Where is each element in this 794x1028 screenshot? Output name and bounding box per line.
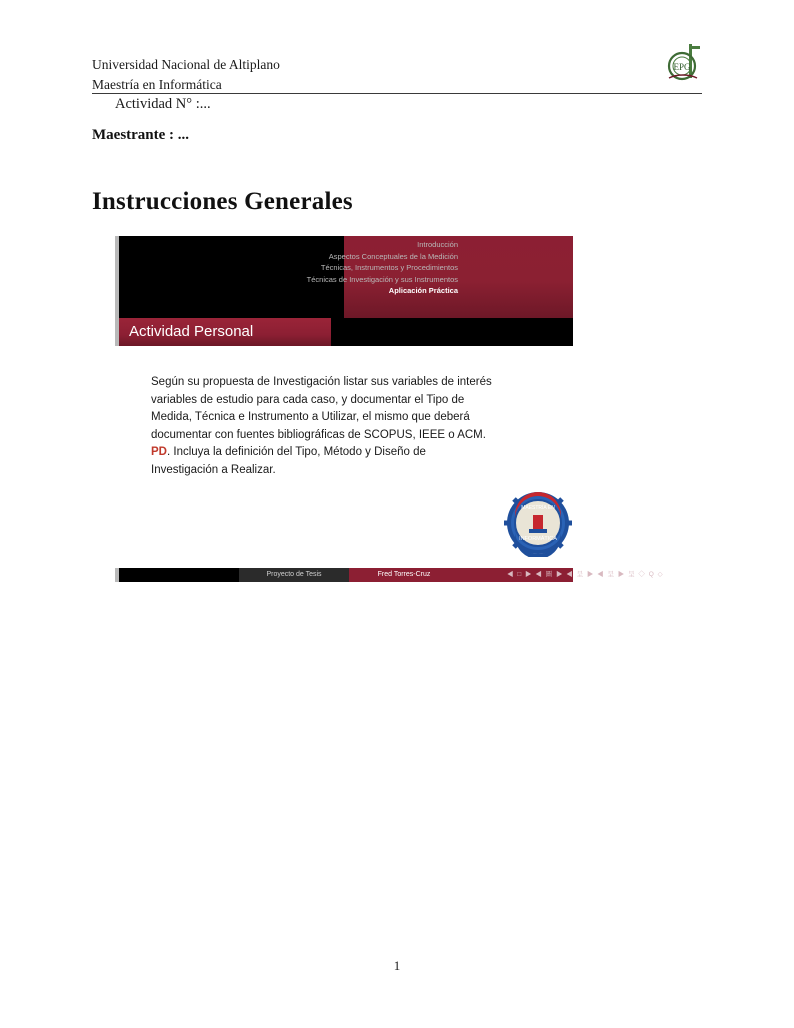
header-divider [92,93,702,94]
slide-nav-item-4: Aplicación Práctica [388,286,458,295]
slide-title-bar [115,318,573,346]
page-number: 1 [393,958,401,973]
student-label: Maestrante : ... [92,127,190,143]
slide-nav-item-3: Técnicas de Investigación y sus Instrumentos [306,274,458,284]
slide-body-line-0: Según su propuesta de Investigación listar sus variables de interés [151,376,492,388]
slide-footer-left-label: Proyecto de Tesis [239,568,349,582]
header-university: Universidad Nacional de Altiplano [92,57,280,72]
slide-nav-item-2: Técnicas, Instrumentos y Procedimientos [320,263,458,272]
slide-body-line-last: Investigación a Realizar. [151,463,276,476]
svg-text:INFORMÁTICA: INFORMÁTICA [519,536,557,542]
unap-epg-logo-icon [663,44,711,90]
slide-footer-accent [115,568,119,582]
slide-body-line-2: Medida, Técnica e Instrumento a Utilizar, el mismo que deberá [151,411,470,424]
pd-label: PD [151,446,167,459]
pd-rest: . Incluya la definición del Tipo, Método y Diseño de [166,446,426,459]
document-header [92,55,702,95]
header-activity: Actividad N° :... [115,96,211,112]
slide-figure [115,236,664,588]
slide-left-accent-strip [115,236,119,346]
slide-header-bar [115,236,573,318]
slide-nav-item-0: Introducción [417,240,458,249]
page-title: Instrucciones Generales [92,188,353,215]
maestria-informatica-emblem-icon [499,489,577,557]
slide-body-text [151,374,541,480]
slide-body-line-1: variables de estudio para cada caso, y documentar el Tipo de [151,393,465,406]
header-program: Maestría en Informática [92,77,222,92]
slide-footer-bar [115,568,664,582]
slide-footer-nav-icons: ◀ □ ▶ ◀ 圖 ▶ ◀ 呈 ▶ ◀ 呈 ▶ 呈 ◇ Q ◇ [507,571,664,578]
slide-title: Actividad Personal [129,323,254,340]
svg-text:MAESTRÍA EN: MAESTRÍA EN [521,505,555,511]
svg-text:EPG: EPG [673,62,691,72]
slide-body-line-3: documentar con fuentes bibliográficas de SCOPUS, IEEE o ACM. [151,428,486,441]
slide-footer-right-label: Fred Torres-Cruz [349,568,459,582]
slide-nav-item-1: Aspectos Conceptuales de la Medición [328,251,458,261]
slide-body-line-pd [151,444,541,462]
slide-nav-list [258,239,458,297]
